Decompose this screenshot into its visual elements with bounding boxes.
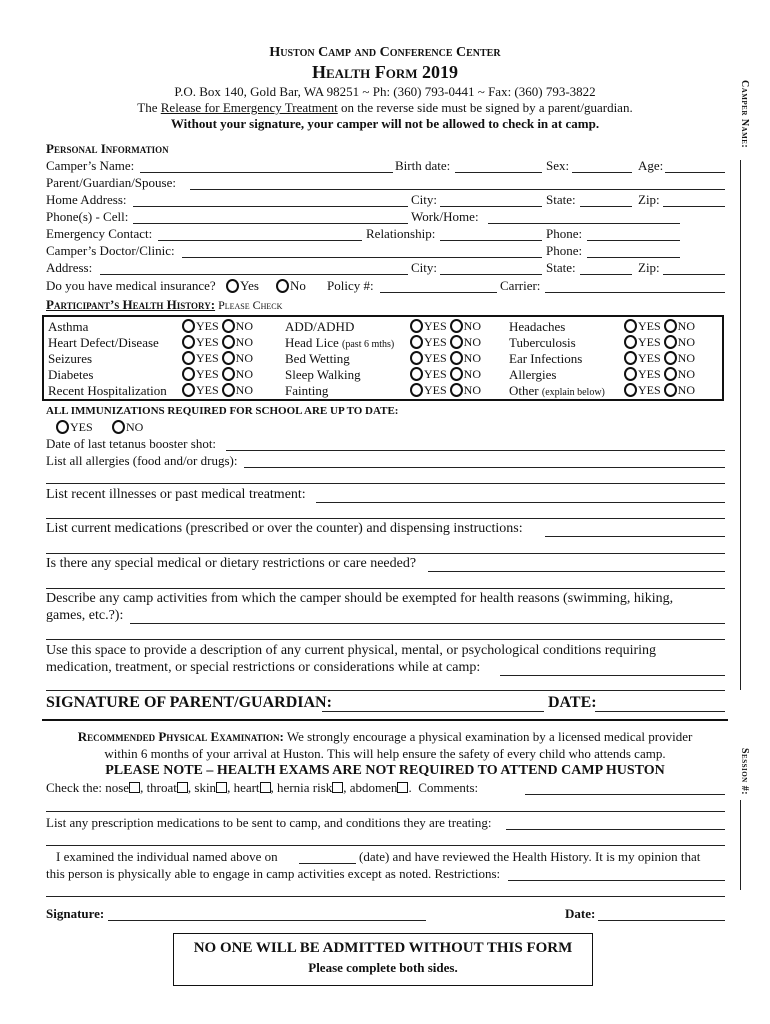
- immunizations-yes-label: YES: [70, 420, 93, 434]
- sex-label: Sex:: [546, 158, 570, 173]
- radio-circle-icon[interactable]: [56, 420, 69, 434]
- state-field[interactable]: [580, 206, 632, 207]
- yn-hospitalization[interactable]: [182, 383, 253, 398]
- no-label: NO: [677, 351, 696, 365]
- no-label: NO: [235, 319, 254, 333]
- doctor-address-field[interactable]: [100, 274, 408, 275]
- yes-label: YES: [424, 383, 447, 397]
- comments-field[interactable]: [525, 794, 725, 795]
- exam-intro-1: [0, 729, 770, 745]
- phone-cell-label: Phone(s) - Cell:: [46, 209, 129, 224]
- provider-signature-label: Signature:: [46, 906, 105, 921]
- checkbox-throat[interactable]: [177, 782, 188, 793]
- yes-label: YES: [638, 319, 661, 333]
- policy-label: Policy #:: [327, 278, 374, 293]
- radio-circle-icon[interactable]: [664, 383, 677, 397]
- relationship-field[interactable]: [440, 240, 542, 241]
- city-field[interactable]: [440, 206, 542, 207]
- yes-label: YES: [196, 319, 219, 333]
- exam-restrictions-field[interactable]: [508, 880, 725, 881]
- yes-label: YES: [424, 319, 447, 333]
- radio-circle-icon[interactable]: [624, 367, 637, 381]
- history-tuberculosis: Tuberculosis: [509, 335, 576, 350]
- yes-label: YES: [638, 335, 661, 349]
- radio-circle-icon[interactable]: [450, 383, 463, 397]
- immunizations-heading: ALL IMMUNIZATIONS REQUIRED FOR SCHOOL ARE UP TO DATE:: [46, 405, 399, 417]
- yn-bed-wetting[interactable]: [410, 351, 481, 366]
- yn-sleep-walking[interactable]: [410, 367, 481, 382]
- work-home-label: Work/Home:: [411, 209, 479, 224]
- check-skin-label: skin: [194, 780, 217, 795]
- no-label: NO: [677, 319, 696, 333]
- check-heart-label: heart: [233, 780, 260, 795]
- conditions-label-1: Use this space to provide a description of any current physical, mental, or psychological conditions requiring: [46, 643, 657, 658]
- doctor-city-field[interactable]: [440, 274, 542, 275]
- radio-circle-icon[interactable]: [222, 335, 235, 349]
- history-headaches: Headaches: [509, 319, 566, 334]
- prescriptions-label: List any prescription medications to be sent to camp, and conditions they are treating:: [46, 815, 492, 830]
- illnesses-label: List recent illnesses or past medical treatment:: [46, 487, 306, 502]
- signature-date-label: DATE:: [548, 694, 597, 711]
- admission-notice-box: [173, 933, 593, 986]
- parent-signature-field[interactable]: [322, 711, 544, 712]
- carrier-label: Carrier:: [500, 278, 541, 293]
- restrictions-field[interactable]: [428, 571, 725, 572]
- history-heading-note: Please Check: [215, 298, 283, 312]
- insurance-no-label: No: [290, 278, 306, 293]
- checkbox-skin[interactable]: [216, 782, 227, 793]
- history-hospitalization: Recent Hospitalization: [48, 383, 167, 398]
- radio-circle-icon[interactable]: [410, 351, 423, 365]
- release-note: [0, 100, 770, 116]
- home-address-label: Home Address:: [46, 192, 127, 207]
- radio-circle-icon[interactable]: [664, 367, 677, 381]
- radio-circle-icon[interactable]: [450, 367, 463, 381]
- signature-warning: Without your signature, your camper will not be allowed to check in at camp.: [170, 116, 600, 131]
- doctor-field[interactable]: [182, 257, 542, 258]
- comments-field-extra[interactable]: [46, 811, 725, 812]
- side-session: Session #:: [739, 748, 750, 796]
- radio-circle-icon[interactable]: [624, 383, 637, 397]
- checkbox-heart[interactable]: [260, 782, 271, 793]
- admission-notice: NO ONE WILL BE ADMITTED WITHOUT THIS FORM: [193, 940, 573, 956]
- radio-circle-icon[interactable]: [182, 335, 195, 349]
- parent-field[interactable]: [190, 189, 725, 190]
- history-allergies: Allergies: [509, 367, 557, 382]
- insurance-yes-option[interactable]: [226, 278, 259, 294]
- health-history-table: [42, 315, 724, 401]
- history-bed-wetting: Bed Wetting: [285, 351, 350, 366]
- yn-add[interactable]: [410, 319, 481, 334]
- history-heading: [46, 297, 282, 313]
- comments-label: Comments:: [418, 780, 479, 795]
- home-address-field[interactable]: [133, 206, 408, 207]
- form-title: Health Form 2019: [311, 62, 459, 82]
- yn-diabetes[interactable]: [182, 367, 253, 382]
- radio-circle-icon[interactable]: [624, 335, 637, 349]
- history-heart: Heart Defect/Disease: [48, 335, 159, 350]
- relationship-label: Relationship:: [366, 226, 436, 241]
- medications-label: List current medications (prescribed or over the counter) and dispensing instructions:: [46, 521, 523, 536]
- provider-date-label: Date:: [565, 906, 596, 921]
- radio-circle-icon[interactable]: [182, 319, 195, 333]
- yes-label: YES: [424, 367, 447, 381]
- doctor-zip-field[interactable]: [663, 274, 725, 275]
- yn-other[interactable]: [624, 383, 695, 398]
- radio-circle-icon[interactable]: [182, 351, 195, 365]
- immunizations-no-label: NO: [126, 420, 144, 434]
- release-link: Release for Emergency Treatment: [160, 100, 338, 115]
- carrier-field[interactable]: [545, 292, 725, 293]
- insurance-no-option[interactable]: [276, 278, 306, 294]
- examined-line-1a: I examined the individual named above on: [56, 849, 278, 864]
- radio-circle-icon[interactable]: [182, 383, 195, 397]
- yn-head-lice[interactable]: [410, 335, 481, 350]
- no-label: NO: [235, 383, 254, 397]
- no-label: NO: [677, 383, 696, 397]
- medications-field[interactable]: [545, 536, 725, 537]
- tetanus-label: Date of last tetanus booster shot:: [46, 436, 217, 451]
- yn-fainting[interactable]: [410, 383, 481, 398]
- parent-label: Parent/Guardian/Spouse:: [46, 175, 176, 190]
- history-seizures: Seizures: [48, 351, 93, 366]
- yn-tuberculosis[interactable]: [624, 335, 695, 350]
- medications-field-extra[interactable]: [46, 553, 725, 554]
- release-post: on the reverse side must be signed by a parent/guardian.: [337, 100, 633, 115]
- complete-both-sides: Please complete both sides.: [308, 960, 458, 975]
- history-ear-infections: Ear Infections: [509, 351, 583, 366]
- other-note: (explain below): [541, 387, 605, 398]
- radio-circle-icon[interactable]: [624, 319, 637, 333]
- exempt-label-2: games, etc.?):: [46, 608, 124, 623]
- check-abdomen-label: abdomen: [349, 780, 398, 795]
- allergies-field-extra[interactable]: [46, 483, 725, 484]
- no-label: NO: [677, 335, 696, 349]
- insurance-question: Do you have medical insurance?: [46, 278, 216, 293]
- exempt-label-1: Describe any camp activities from which the camper should be exempted for health reasons (swimming, hiking,: [46, 591, 674, 606]
- emergency-label: Emergency Contact:: [46, 226, 153, 241]
- emergency-field[interactable]: [158, 240, 362, 241]
- check-nose-label: nose: [105, 780, 130, 795]
- examined-line-1b: (date) and have reviewed the Health History. It is my opinion that: [359, 849, 701, 864]
- check-hernia-label: hernia risk: [277, 780, 333, 795]
- yn-headaches[interactable]: [624, 319, 695, 334]
- doctor-label: Camper’s Doctor/Clinic:: [46, 243, 175, 258]
- exam-date-field[interactable]: [299, 863, 356, 864]
- radio-circle-icon[interactable]: [222, 319, 235, 333]
- provider-date-field[interactable]: [598, 920, 725, 921]
- radio-circle-icon[interactable]: [450, 351, 463, 365]
- no-label: NO: [677, 367, 696, 381]
- provider-signature-field[interactable]: [108, 920, 426, 921]
- radio-circle-icon[interactable]: [222, 367, 235, 381]
- no-label: NO: [463, 383, 482, 397]
- radio-circle-icon[interactable]: [410, 319, 423, 333]
- restrictions-field-extra[interactable]: [46, 588, 725, 589]
- restrictions-label: Is there any special medical or dietary restrictions or care needed?: [46, 556, 417, 571]
- yes-label: YES: [196, 335, 219, 349]
- yes-label: YES: [196, 351, 219, 365]
- age-label: Age:: [638, 158, 664, 173]
- emergency-phone-field[interactable]: [587, 240, 680, 241]
- release-pre: The: [137, 100, 161, 115]
- check-throat-label: throat: [146, 780, 177, 795]
- allergies-field[interactable]: [244, 467, 725, 468]
- emergency-phone-label: Phone:: [546, 226, 583, 241]
- exempt-field-extra[interactable]: [46, 639, 725, 640]
- birth-date-label: Birth date:: [395, 158, 451, 173]
- prescriptions-field[interactable]: [506, 829, 725, 830]
- radio-circle-icon[interactable]: [450, 335, 463, 349]
- history-asthma: Asthma: [48, 319, 89, 334]
- illnesses-field-extra[interactable]: [46, 518, 725, 519]
- age-field[interactable]: [665, 172, 725, 173]
- doctor-address-label: Address:: [46, 260, 93, 275]
- yn-ear-infections[interactable]: [624, 351, 695, 366]
- yes-label: YES: [638, 351, 661, 365]
- doctor-state-label: State:: [546, 260, 576, 275]
- campers-name-field[interactable]: [140, 172, 393, 173]
- history-sleep-walking: Sleep Walking: [285, 367, 361, 382]
- history-other: [509, 383, 605, 399]
- exam-note: PLEASE NOTE – HEALTH EXAMS ARE NOT REQUIRED TO ATTEND CAMP HUSTON: [105, 763, 665, 778]
- checkbox-hernia[interactable]: [332, 782, 343, 793]
- conditions-field-extra[interactable]: [46, 690, 725, 691]
- prescriptions-field-extra[interactable]: [46, 845, 725, 846]
- doctor-phone-field[interactable]: [587, 257, 680, 258]
- no-label: NO: [463, 319, 482, 333]
- radio-circle-icon[interactable]: [410, 383, 423, 397]
- history-fainting: Fainting: [285, 383, 329, 398]
- side-camper-name: Camper Name:: [739, 80, 750, 149]
- yn-seizures[interactable]: [182, 351, 253, 366]
- yes-label: YES: [196, 367, 219, 381]
- contact-address: P.O. Box 140, Gold Bar, WA 98251 ~ Ph: (360) 793-0441 ~ Fax: (360) 793-3822: [174, 84, 596, 99]
- insurance-yes-label: Yes: [240, 278, 259, 293]
- yes-label: YES: [424, 351, 447, 365]
- radio-circle-icon[interactable]: [222, 351, 235, 365]
- no-label: NO: [235, 351, 254, 365]
- zip-field[interactable]: [663, 206, 725, 207]
- exam-intro-2: within 6 months of your arrival at Huston. This will help ensure the safety of every child who attends camp.: [104, 746, 666, 761]
- conditions-label-2: medication, treatment, or special restrictions or considerations while at camp:: [46, 660, 481, 675]
- no-label: NO: [463, 351, 482, 365]
- radio-circle-icon[interactable]: [276, 279, 289, 293]
- radio-circle-icon[interactable]: [112, 420, 125, 434]
- doctor-city-label: City:: [411, 260, 438, 275]
- other-label: Other: [509, 383, 539, 398]
- state-label: State:: [546, 192, 576, 207]
- checkbox-abdomen[interactable]: [397, 782, 408, 793]
- doctor-phone-label: Phone:: [546, 243, 583, 258]
- allergies-label: List all allergies (food and/or drugs):: [46, 453, 238, 468]
- yn-heart[interactable]: [182, 335, 253, 350]
- yes-label: YES: [638, 367, 661, 381]
- parent-signature-label: SIGNATURE OF PARENT/GUARDIAN:: [46, 694, 332, 711]
- radio-circle-icon[interactable]: [410, 367, 423, 381]
- head-lice-note: (past 6 mths): [342, 339, 395, 350]
- exempt-field[interactable]: [130, 623, 725, 624]
- no-label: NO: [235, 367, 254, 381]
- zip-label: Zip:: [638, 192, 660, 207]
- yn-allergies[interactable]: [624, 367, 695, 382]
- radio-circle-icon[interactable]: [182, 367, 195, 381]
- signature-date-field[interactable]: [595, 711, 725, 712]
- illnesses-field[interactable]: [316, 502, 725, 503]
- exam-restrictions-field-extra[interactable]: [46, 896, 725, 897]
- check-the-label: Check the:: [46, 780, 106, 795]
- city-label: City:: [411, 192, 438, 207]
- no-label: NO: [463, 335, 482, 349]
- tetanus-field[interactable]: [226, 450, 725, 451]
- exam-heading: Recommended Physical Examination:: [77, 729, 284, 744]
- yes-label: YES: [196, 383, 219, 397]
- campers-name-label: Camper’s Name:: [46, 158, 135, 173]
- exam-text-1: We strongly encourage a physical examination by a licensed medical provider: [283, 729, 693, 744]
- radio-circle-icon[interactable]: [664, 335, 677, 349]
- birth-date-field[interactable]: [455, 172, 542, 173]
- radio-circle-icon[interactable]: [450, 319, 463, 333]
- exam-checks: Check the: nose , throat , skin , heart , hernia risk , abdomen . Comments:: [46, 780, 479, 795]
- radio-circle-icon[interactable]: [664, 319, 677, 333]
- radio-circle-icon[interactable]: [222, 383, 235, 397]
- history-add: ADD/ADHD: [285, 319, 355, 334]
- history-diabetes: Diabetes: [48, 367, 94, 382]
- doctor-state-field[interactable]: [580, 274, 632, 275]
- work-home-field[interactable]: [488, 223, 680, 224]
- examined-line-2: this person is physically able to engage in camp activities except as noted. Restrictions:: [46, 866, 501, 881]
- yes-label: YES: [638, 383, 661, 397]
- section-divider: [42, 719, 728, 721]
- radio-circle-icon[interactable]: [664, 351, 677, 365]
- yn-asthma[interactable]: [182, 319, 253, 334]
- no-label: NO: [235, 335, 254, 349]
- side-session-line: [740, 800, 741, 890]
- head-lice-label: Head Lice: [285, 335, 339, 350]
- personal-heading: Personal Information: [46, 141, 169, 156]
- policy-field[interactable]: [380, 292, 497, 293]
- no-label: NO: [463, 367, 482, 381]
- history-heading-text: Participant’s Health History:: [46, 297, 216, 312]
- radio-circle-icon[interactable]: [624, 351, 637, 365]
- immunizations-no-option[interactable]: [112, 420, 143, 435]
- radio-circle-icon[interactable]: [226, 279, 239, 293]
- side-camper-name-line: [740, 160, 741, 690]
- sex-field[interactable]: [572, 172, 632, 173]
- immunizations-yes-option[interactable]: [56, 420, 93, 435]
- checkbox-nose[interactable]: [129, 782, 140, 793]
- history-head-lice: [285, 335, 394, 351]
- org-name: Huston Camp and Conference Center: [269, 45, 501, 60]
- conditions-field[interactable]: [500, 675, 725, 676]
- phone-cell-field[interactable]: [133, 223, 408, 224]
- radio-circle-icon[interactable]: [410, 335, 423, 349]
- doctor-zip-label: Zip:: [638, 260, 660, 275]
- yes-label: YES: [424, 335, 447, 349]
